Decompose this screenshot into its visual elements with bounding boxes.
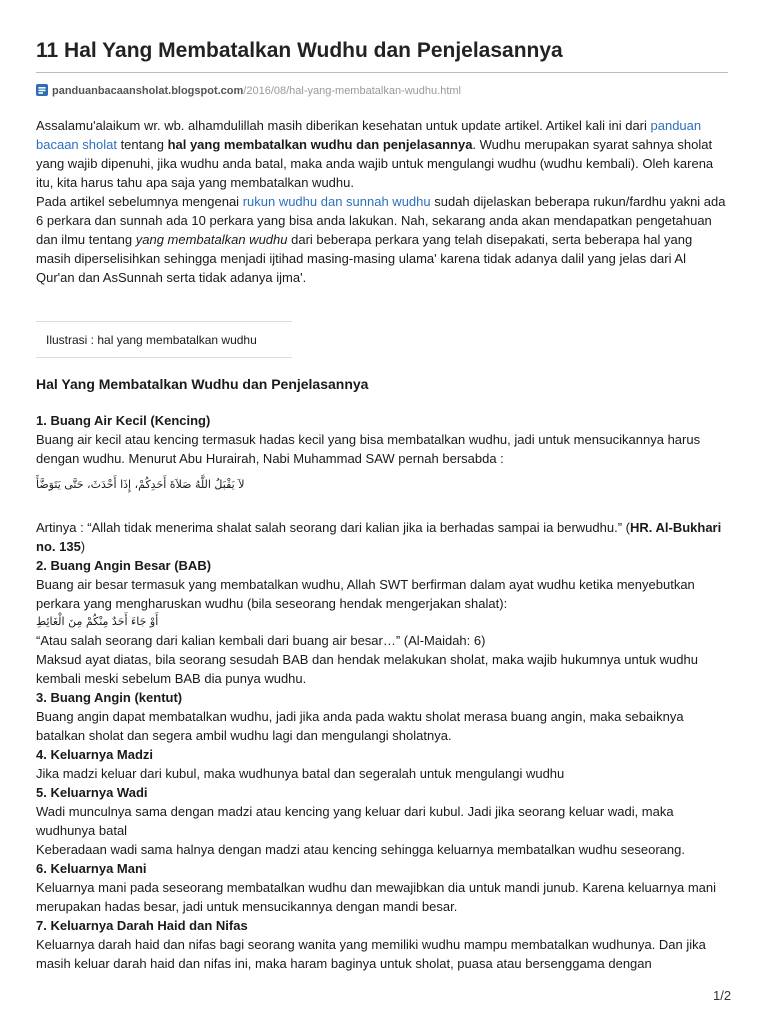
translation-part: Artinya : “Allah tidak menerima shalat salah seorang dari kalian jika ia berhadas sampai ia berwudhu.” ( [36, 520, 630, 535]
item-text: Maksud ayat diatas, bila seorang sesudah BAB dan hendak melakukan sholat, maka wajib hukumnya untuk wudhu kembali meski sebelum BAB dia punya wudhu. [36, 652, 698, 686]
intro-text: sudah dijelaskan beberapa rukun/fardhu yakni ada 6 perkara dan sunnah ada 10 perkara yang bisa anda lakukan. Nah, sekarang anda akan mendapatkan pengetahuan dan ilmu tentang [36, 194, 726, 247]
intro-paragraph-1 [36, 116, 728, 192]
item-text: Buang air besar termasuk yang membatalkan wudhu, Allah SWT berfirman dalam ayat wudhu ketika menyebutkan perkara yang mengharuskan wudhu (bila seseorang hendak mengerjakan shalat): [36, 577, 695, 611]
hadith-reference: HR. Al-Bukhari no. 135 [36, 520, 722, 554]
source-path[interactable]: /2016/08/hal-yang-membatalkan-wudhu.html [243, 85, 461, 97]
link-rukun-wudhu[interactable]: rukun wudhu dan sunnah wudhu [242, 194, 431, 209]
intro-text: . Wudhu merupakan syarat sahnya sholat yang wajib dipenuhi, jika wudhu anda batal, maka anda wajib untuk mengulangi wudhu (wudhu kembali). Oleh karena itu, kita harus tahu apa saja yang membatalkan wudhu. [36, 137, 714, 190]
article-title: 11 Hal Yang Membatalkan Wudhu dan Penjelasannya [36, 39, 563, 62]
item-text: Jika madzi keluar dari kubul, maka wudhunya batal dan segeralah untuk mengulangi wudhu [36, 766, 565, 781]
intro-italic-text: yang membatalkan wudhu [135, 232, 288, 247]
intro-section [36, 116, 728, 287]
verse-translation: “Atau salah seorang dari kalian kembali dari buang air besar…” (Al-Maidah: 6) [36, 633, 486, 648]
source-url[interactable] [36, 84, 461, 98]
item-text: Wadi munculnya sama dengan madzi atau kencing yang keluar dari kubul. Jadi jika seorang keluar wadi, maka wudhunya batal [36, 804, 674, 838]
item-title: 2. Buang Angin Besar (BAB) [36, 558, 212, 573]
intro-text: tentang [116, 137, 168, 152]
translation-part: ) [80, 539, 86, 554]
arabic-verse: أَوْ جَاءَ أَحَدٌ مِنْكُمْ مِنَ الْغَائِطِ [36, 615, 159, 628]
intro-bold-text: hal yang membatalkan wudhu dan penjelasannya [167, 137, 473, 152]
item-text: Buang angin dapat membatalkan wudhu, jadi jika anda pada waktu sholat merasa buang angin, maka sebaiknya batalkan sholat dan segera ambil wudhu lagi dan mengulangi sholatnya. [36, 709, 684, 743]
source-domain[interactable]: panduanbacaansholat.blogspot.com [52, 85, 244, 97]
item-title: 5. Keluarnya Wadi [36, 785, 148, 800]
item-title: 4. Keluarnya Madzi [36, 747, 154, 762]
blogger-icon [36, 84, 48, 96]
arabic-hadith: لاَ يَقْبَلُ اللَّهُ صَلاَةَ أَحَدِكُمْ، إِذَا أَحْدَثَ، حَتَّى يَتَوَضَّأَ [36, 478, 245, 491]
item-title: 1. Buang Air Kecil (Kencing) [36, 413, 211, 428]
intro-text: dari beberapa perkara yang telah disepakati, serta beberapa hal yang masih diperselisihkan sehingga menjadi ijtihad masing-masing ulama' karena tidak adanya dalil yang jelas dari Al Qur'an dan AsSunnah serta tidak adanya ijma'. [36, 232, 693, 285]
image-caption: Ilustrasi : hal yang membatalkan wudhu [36, 321, 292, 358]
item-title: 7. Keluarnya Darah Haid dan Nifas [36, 918, 248, 933]
item-title: 6. Keluarnya Mani [36, 861, 147, 876]
item-text: Keberadaan wadi sama halnya dengan madzi atau kencing sehingga keluarnya membatalkan wudhu seseorang. [36, 842, 685, 857]
intro-text: Pada artikel sebelumnya mengenai [36, 194, 243, 209]
page-number: 1/2 [713, 988, 732, 1003]
link-panduan-bacaan-sholat[interactable]: panduan bacaan sholat [36, 118, 702, 152]
intro-text: Assalamu'alaikum wr. wb. alhamdulillah masih diberikan kesehatan untuk update artikel. Artikel kali ini dari [36, 118, 651, 133]
title-divider [36, 72, 728, 73]
item-text: Buang air kecil atau kencing termasuk hadas kecil yang bisa membatalkan wudhu, jadi untuk mensucikannya harus dengan wudhu. Menurut Abu Hurairah, Nabi Muhammad SAW pernah bersabda : [36, 432, 701, 466]
article-body [36, 411, 728, 973]
item-title: 3. Buang Angin (kentut) [36, 690, 183, 705]
item-text: Keluarnya mani pada seseorang membatalkan wudhu dan mewajibkan dia untuk mandi junub. Karena keluarnya mani merupakan hadas besar, jadi untuk mensucikannya dengan mandi besar. [36, 880, 717, 914]
item-text: Keluarnya darah haid dan nifas bagi seorang wanita yang memiliki wudhu mampu membatalkan wudhunya. Dan jika masih keluar darah haid dan nifas ini, maka haram baginya untuk sholat, puasa atau bersenggama dengan [36, 937, 706, 971]
translation-text [36, 518, 728, 556]
section-heading: Hal Yang Membatalkan Wudhu dan Penjelasannya [36, 376, 369, 392]
intro-paragraph-2 [36, 192, 728, 287]
